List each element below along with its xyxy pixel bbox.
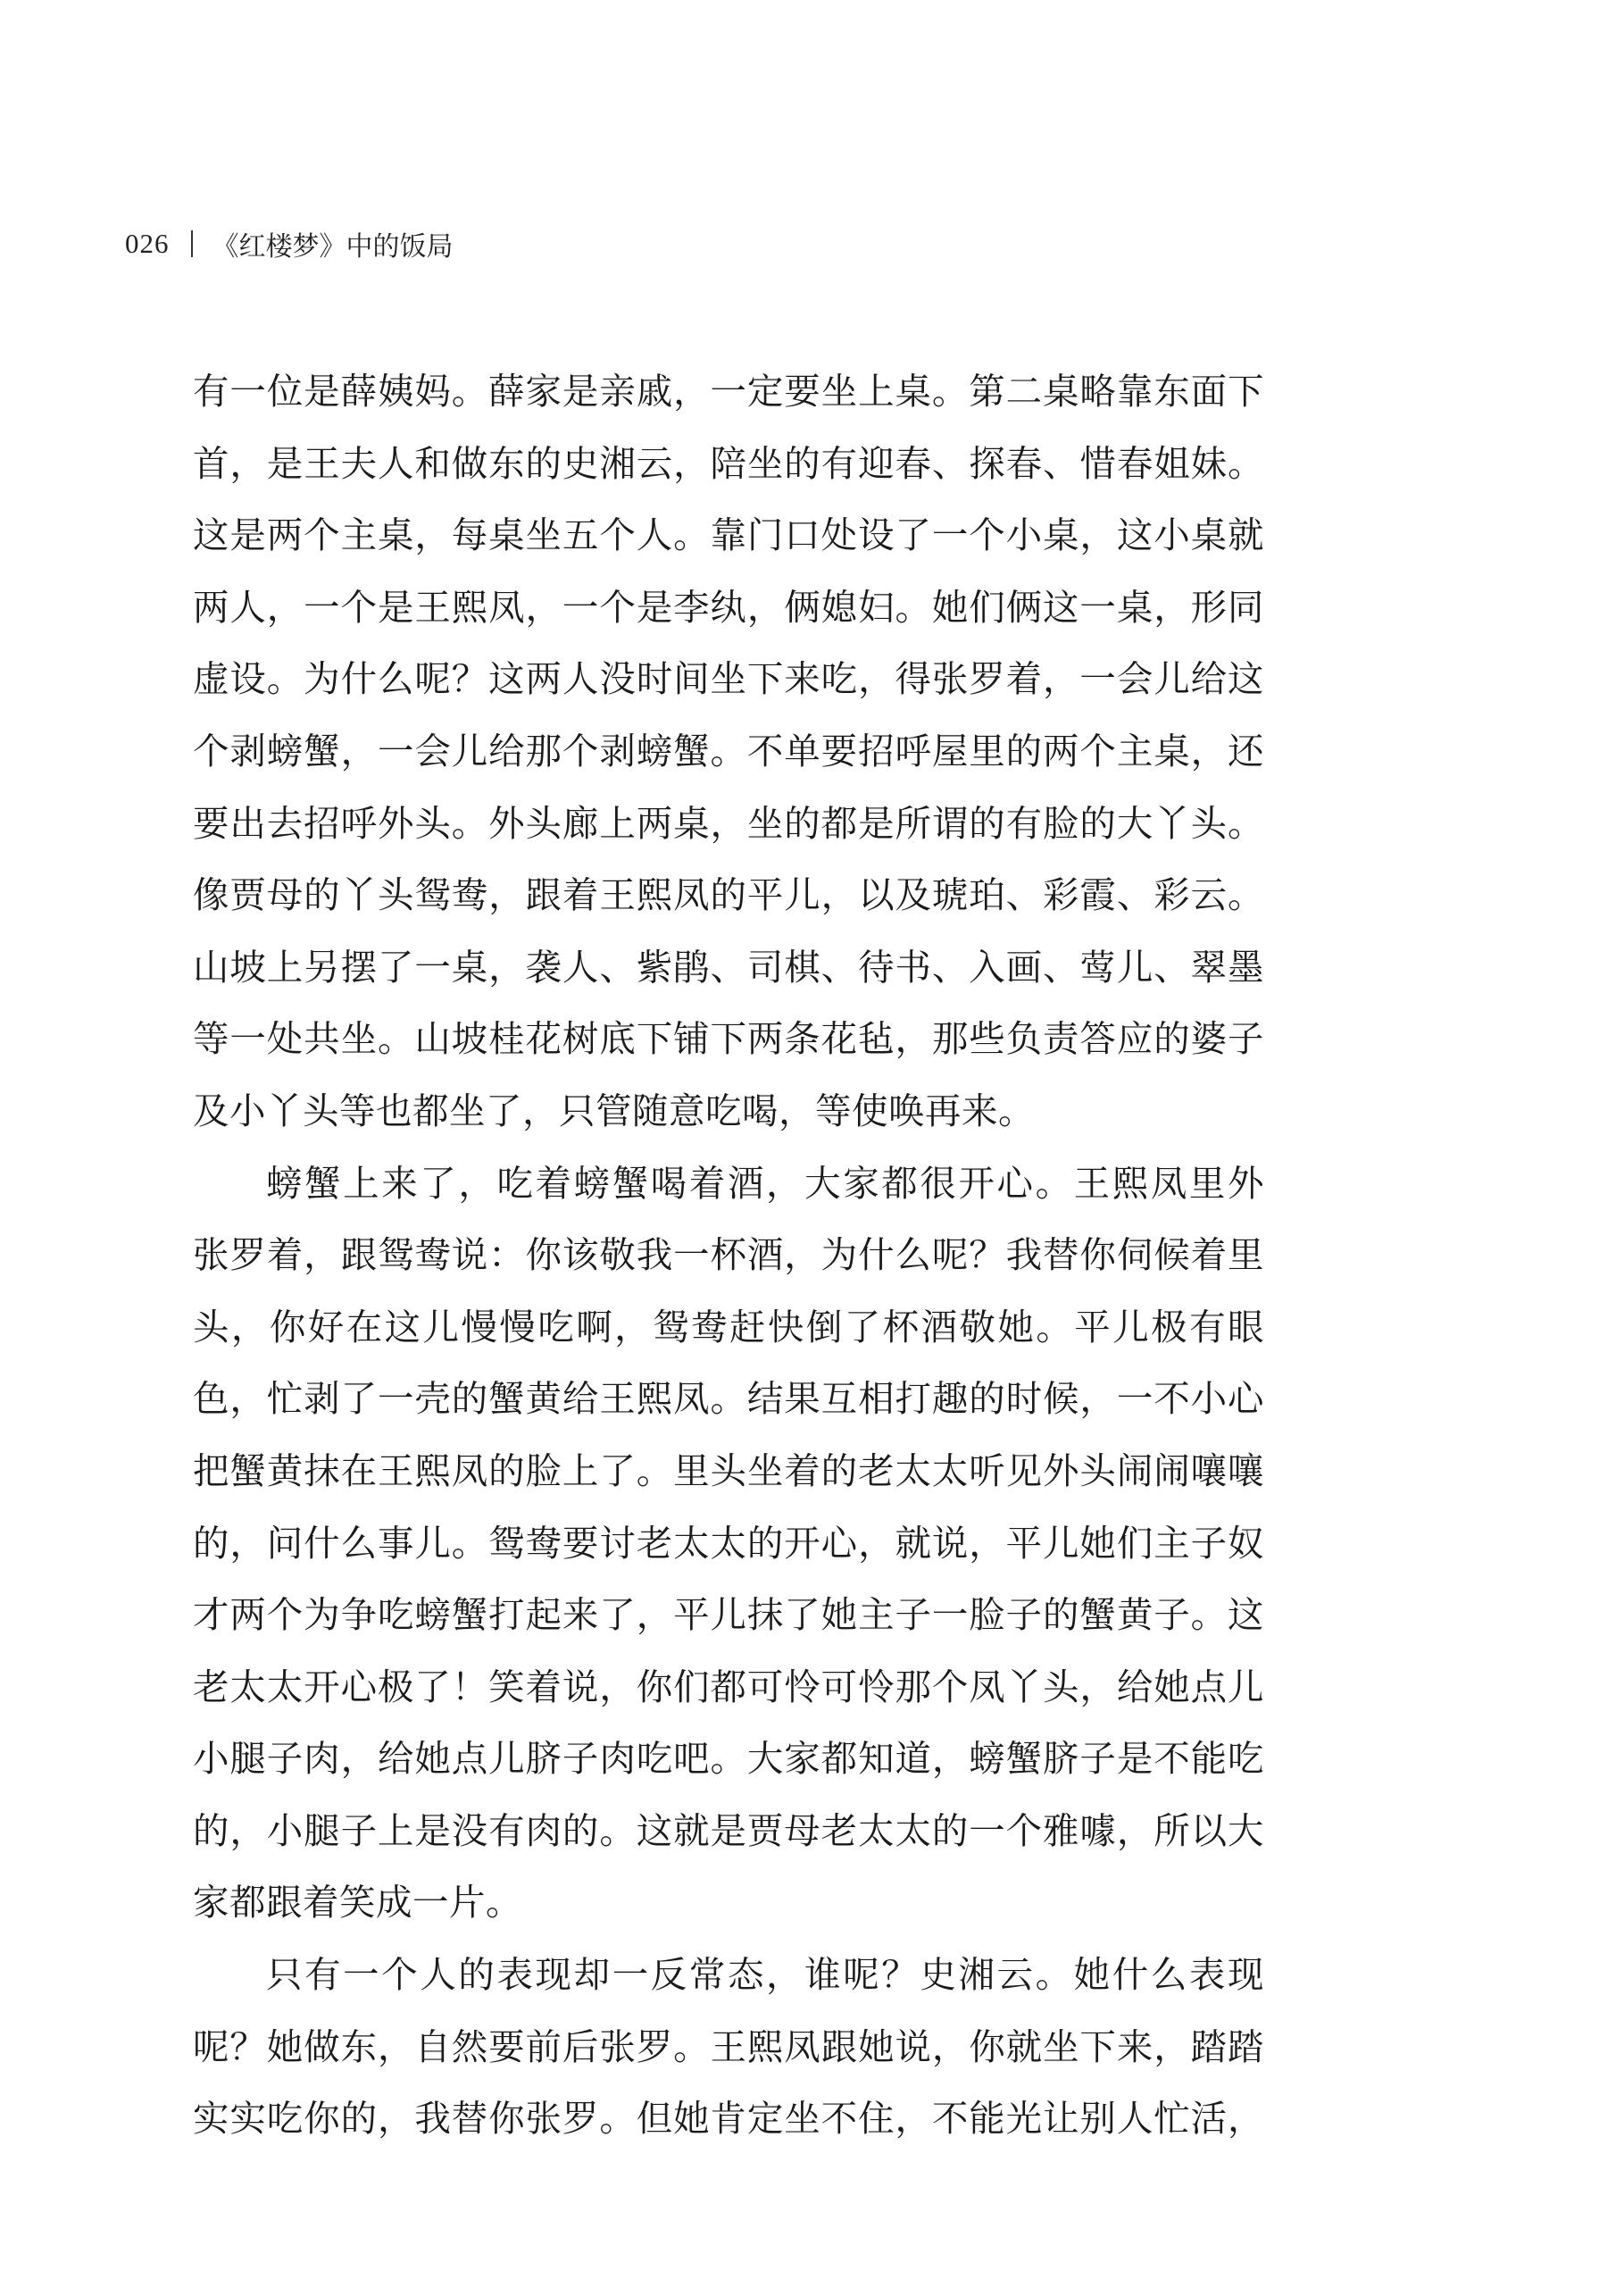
text-line: 虚设。为什么呢？这两人没时间坐下来吃，得张罗着，一会儿给这 — [193, 657, 1264, 701]
text-line: 首，是王夫人和做东的史湘云，陪坐的有迎春、探春、惜春姐妹。 — [193, 441, 1264, 485]
text-line: 家都跟着笑成一片。 — [193, 1881, 522, 1924]
text-line: 有一位是薛姨妈。薛家是亲戚，一定要坐上桌。第二桌略靠东面下 — [193, 370, 1264, 413]
text-line: 小腿子肉，给她点儿脐子肉吃吧。大家都知道，螃蟹脐子是不能吃 — [193, 1737, 1264, 1781]
text-line: 个剥螃蟹，一会儿给那个剥螃蟹。不单要招呼屋里的两个主桌，还 — [193, 729, 1264, 772]
text-line: 等一处共坐。山坡桂花树底下铺下两条花毡，那些负责答应的婆子 — [193, 1017, 1264, 1061]
body-text — [193, 355, 1264, 2155]
text-line: 把蟹黄抹在王熙凤的脸上了。里头坐着的老太太听见外头闹闹嚷嚷 — [193, 1448, 1264, 1492]
text-line: 及小丫头等也都坐了，只管随意吃喝，等使唤再来。 — [193, 1089, 1035, 1132]
text-line: 要出去招呼外头。外头廊上两桌，坐的都是所谓的有脸的大丫头。 — [193, 801, 1264, 845]
text-line: 呢？她做东，自然要前后张罗。王熙凤跟她说，你就坐下来，踏踏 — [193, 2024, 1264, 2068]
text-line: 老太太开心极了！笑着说，你们都可怜可怜那个凤丫头，给她点儿 — [193, 1665, 1264, 1708]
text-line: 山坡上另摆了一桌，袭人、紫鹃、司棋、待书、入画、莺儿、翠墨 — [193, 945, 1264, 989]
text-line: 的，小腿子上是没有肉的。这就是贾母老太太的一个雅噱，所以大 — [193, 1808, 1264, 1852]
page-number: 026 — [125, 228, 170, 259]
header-divider — [191, 230, 193, 257]
book-title: 《红楼梦》中的饭局 — [212, 231, 454, 263]
text-line: 的，问什么事儿。鸳鸯要讨老太太的开心，就说，平儿她们主子奴 — [193, 1521, 1264, 1565]
text-line: 色，忙剥了一壳的蟹黄给王熙凤。结果互相打趣的时候，一不小心 — [193, 1377, 1264, 1421]
text-line: 头，你好在这儿慢慢吃啊，鸳鸯赶快倒了杯酒敬她。平儿极有眼 — [193, 1305, 1264, 1348]
text-line: 两人，一个是王熙凤，一个是李纨，俩媳妇。她们俩这一桌，形同 — [193, 585, 1264, 629]
text-line: 螃蟹上来了，吃着螃蟹喝着酒，大家都很开心。王熙凤里外 — [266, 1161, 1264, 1205]
text-line: 这是两个主桌，每桌坐五个人。靠门口处设了一个小桌，这小桌就 — [193, 513, 1264, 557]
running-header — [125, 221, 454, 266]
text-line: 像贾母的丫头鸳鸯，跟着王熙凤的平儿，以及琥珀、彩霞、彩云。 — [193, 873, 1264, 917]
text-line: 实实吃你的，我替你张罗。但她肯定坐不住，不能光让别人忙活， — [193, 2097, 1264, 2141]
text-line: 才两个为争吃螃蟹打起来了，平儿抹了她主子一脸子的蟹黄子。这 — [193, 1593, 1264, 1637]
text-line: 只有一个人的表现却一反常态，谁呢？史湘云。她什么表现 — [266, 1953, 1264, 1997]
text-line: 张罗着，跟鸳鸯说：你该敬我一杯酒，为什么呢？我替你伺候着里 — [193, 1233, 1264, 1277]
